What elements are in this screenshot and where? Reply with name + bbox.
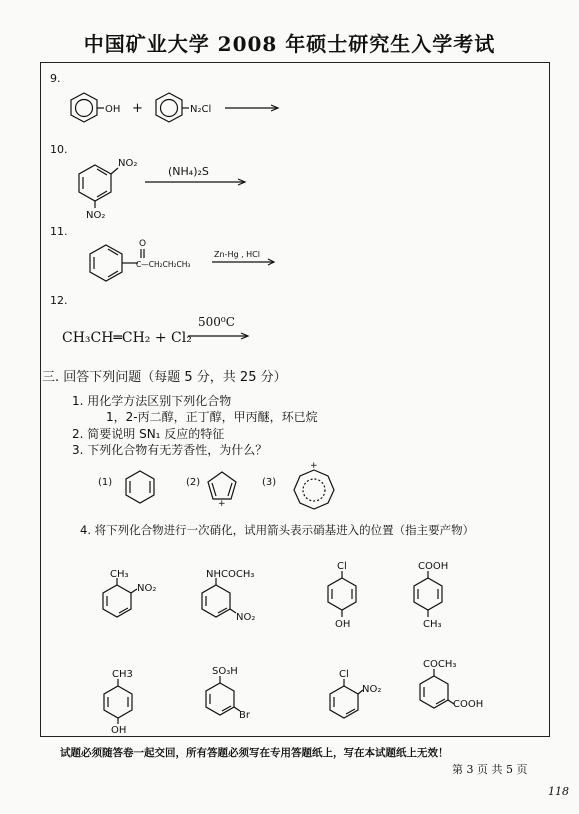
c6-sub2: Br — [239, 710, 250, 721]
question-2: 2. 简要说明 SN₁ 反应的特征 — [72, 427, 225, 441]
question-number: 12. — [50, 294, 68, 307]
q3-label-2: (2) — [186, 477, 201, 488]
page-info: 第 3 页 共 5 页 — [452, 763, 528, 776]
c3-sub2: OH — [335, 619, 351, 630]
question-number: 9. — [50, 72, 61, 85]
q3-label-3: (3) — [262, 477, 277, 488]
c1-sub1: CH₃ — [110, 569, 129, 580]
plus-sign: + — [132, 101, 143, 116]
c5-sub1: CH3 — [112, 669, 133, 680]
footer-notice: 试题必须随答卷一起交回，所有答题必须写在专用答题纸上，写在本试题纸上无效！ — [60, 747, 449, 759]
question-1: 1. 用化学方法区别下列化合物 — [72, 394, 232, 408]
c6-sub1: SO₃H — [212, 666, 238, 677]
c1-sub2: NO₂ — [137, 583, 157, 594]
question-4: 4. 将下列化合物进行一次硝化，试用箭头表示硝基进入的位置（指主要产物） — [80, 523, 475, 537]
c4-sub1: COOH — [418, 561, 449, 572]
page-number: 118 — [548, 785, 569, 798]
page-title: 中国矿业大学 2008 年硕士研究生入学考试 — [83, 32, 496, 56]
question-number: 10. — [50, 143, 68, 156]
section-heading: 三. 回答下列问题（每题 5 分，共 25 分） — [42, 370, 287, 385]
c3-sub1: Cl — [337, 561, 347, 572]
oh-label: OH — [105, 104, 121, 115]
c2-sub1: NHCOCH₃ — [206, 569, 255, 580]
reaction-equation: CH₃CH═CH₂ + Cl₂ — [62, 330, 192, 346]
c7-sub1: Cl — [339, 669, 349, 680]
reagent-label: Zn-Hg , HCl — [214, 250, 260, 259]
svg-text:+: + — [310, 461, 318, 471]
c5-sub2: OH — [111, 725, 127, 736]
reagent-label: (NH₄)₂S — [168, 165, 209, 178]
alkyl-chain-label: C—CH₂CH₂CH₃ — [136, 260, 191, 269]
question-3: 3. 下列化合物有无芳香性，为什么？ — [72, 443, 268, 457]
c7-sub2: NO₂ — [362, 684, 382, 695]
reaction-condition: 500⁰C — [198, 315, 235, 329]
c8-sub1: COCH₃ — [423, 659, 457, 670]
c4-sub2: CH₃ — [423, 619, 442, 630]
diazonium-label: N₂Cl — [190, 104, 212, 115]
q3-label-1: (1) — [98, 477, 113, 488]
c8-sub2: COOH — [453, 699, 484, 710]
carbonyl-oxygen: O — [139, 239, 147, 249]
svg-text:+: + — [218, 499, 226, 509]
c2-sub2: NO₂ — [236, 612, 256, 623]
question-1-items: 1，2-丙二醇，正丁醇，甲丙醚，环已烷 — [106, 410, 318, 424]
nitro-label-1: NO₂ — [118, 158, 138, 169]
nitro-label-2: NO₂ — [86, 210, 106, 221]
question-number: 11. — [50, 225, 68, 238]
